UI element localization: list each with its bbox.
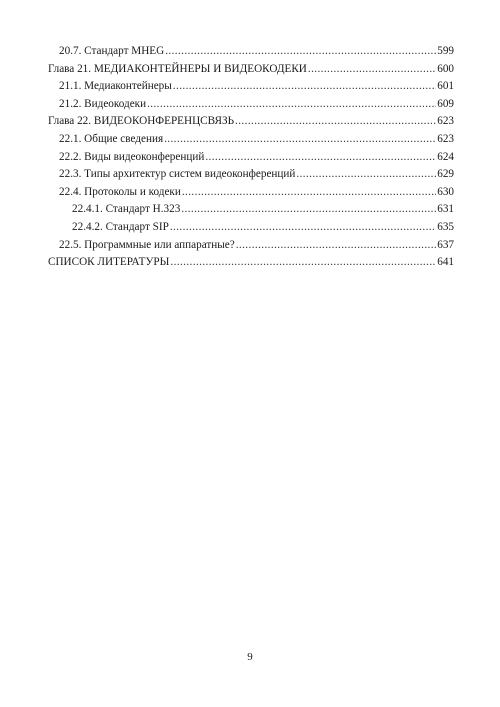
toc-entry-title: Глава 21. МЕДИАКОНТЕЙНЕРЫ И ВИДЕОКОДЕКИ <box>48 62 307 75</box>
toc-entry-title: СПИСОК ЛИТЕРАТУРЫ <box>48 256 170 269</box>
toc-chapter-entry[interactable] <box>48 254 454 272</box>
toc-entry-page: 609 <box>437 97 454 110</box>
toc-entry[interactable] <box>48 166 454 184</box>
toc-entry-page: 641 <box>437 256 454 269</box>
dot-leader <box>181 201 436 219</box>
toc-entry-page: 599 <box>437 45 454 57</box>
toc-entry-title: 22.4.2. Стандарт SIP <box>72 220 169 233</box>
toc-entry-title: 21.2. Видеокодеки <box>59 97 147 110</box>
page-number: 9 <box>247 651 253 663</box>
dot-leader <box>170 219 436 237</box>
toc-entry[interactable] <box>48 43 454 61</box>
dot-leader <box>147 96 436 114</box>
toc-entry-page: 623 <box>437 115 454 128</box>
table-of-contents <box>48 43 454 272</box>
toc-entry-title: 22.2. Виды видеоконференций <box>59 150 205 163</box>
toc-entry[interactable] <box>48 78 454 96</box>
toc-entry-page: 624 <box>437 150 454 163</box>
dot-leader <box>164 131 436 149</box>
dot-leader <box>165 43 436 61</box>
toc-entry-title: 21.1. Медиаконтейнеры <box>59 80 172 93</box>
toc-entry[interactable] <box>48 184 454 202</box>
dot-leader <box>235 113 436 131</box>
toc-entry-title: 22.5. Программные или аппаратные? <box>59 238 235 251</box>
toc-entry-page: 601 <box>437 80 454 93</box>
toc-entry-page: 623 <box>437 132 454 145</box>
toc-subentry[interactable] <box>48 219 454 237</box>
toc-entry-page: 631 <box>437 203 454 216</box>
toc-entry-page: 629 <box>437 168 454 181</box>
dot-leader <box>296 166 436 184</box>
dot-leader <box>205 149 436 167</box>
dot-leader <box>236 237 437 255</box>
dot-leader <box>173 78 436 96</box>
dot-leader <box>182 184 436 202</box>
toc-chapter-entry[interactable] <box>48 61 454 79</box>
toc-entry-title: Глава 22. ВИДЕОКОНФЕРЕНЦСВЯЗЬ <box>48 115 235 128</box>
toc-entry-page: 630 <box>437 185 454 198</box>
toc-chapter-entry[interactable] <box>48 113 454 131</box>
toc-entry[interactable] <box>48 149 454 167</box>
toc-entry-title: 22.1. Общие сведения <box>59 132 164 145</box>
toc-entry-page: 635 <box>437 220 454 233</box>
toc-subentry[interactable] <box>48 201 454 219</box>
dot-leader <box>170 254 436 272</box>
toc-entry-title: 20.7. Стандарт MHEG <box>59 45 165 57</box>
toc-entry-page: 637 <box>437 238 454 251</box>
toc-entry-title: 22.4. Протоколы и кодеки <box>59 185 181 198</box>
toc-entry[interactable] <box>48 96 454 114</box>
toc-entry-title: 22.3. Типы архитектур систем видеоконференций <box>59 168 296 181</box>
toc-entry-page: 600 <box>437 62 454 75</box>
toc-entry[interactable] <box>48 237 454 255</box>
toc-entry[interactable] <box>48 131 454 149</box>
toc-entry-title: 22.4.1. Стандарт H.323 <box>72 203 181 216</box>
dot-leader <box>308 61 436 79</box>
